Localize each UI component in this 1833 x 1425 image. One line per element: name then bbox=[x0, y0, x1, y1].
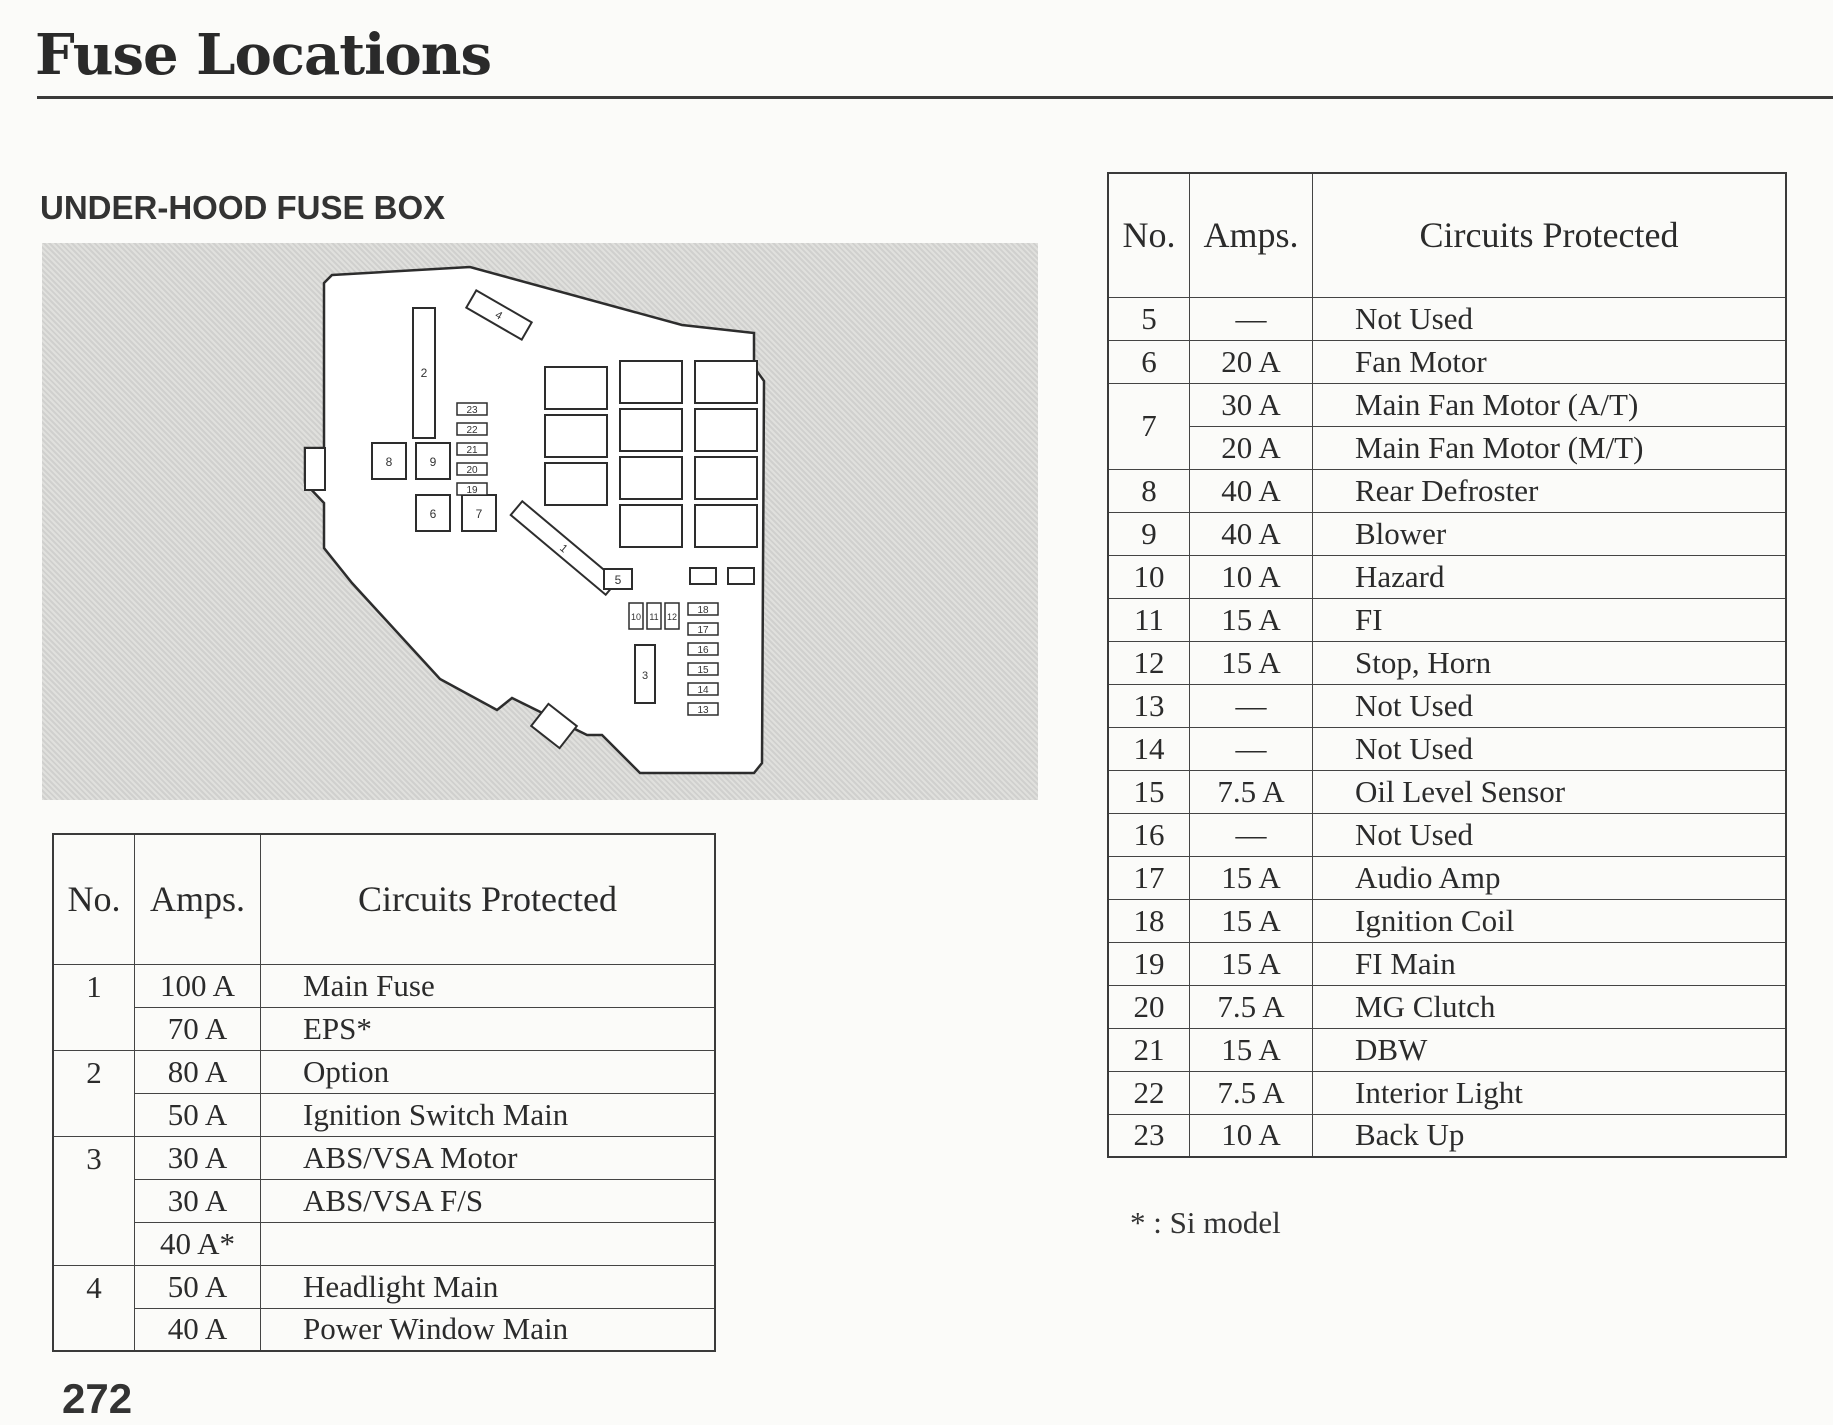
fuse-circuit: ABS/VSA Motor bbox=[261, 1136, 716, 1179]
fuse-amps: 40 A* bbox=[135, 1222, 261, 1265]
fuse-label-12: 12 bbox=[666, 612, 678, 622]
table-row bbox=[1108, 684, 1786, 727]
table-header-row bbox=[53, 834, 715, 964]
fuse-number: 5 bbox=[1108, 297, 1190, 340]
fuse-label-13: 13 bbox=[697, 705, 709, 716]
fuse-circuit: EPS* bbox=[261, 1007, 716, 1050]
fuse-circuit: Main Fuse bbox=[261, 964, 716, 1007]
fuse-label-7: 7 bbox=[475, 507, 483, 521]
table-row bbox=[1108, 1071, 1786, 1114]
table-header-row bbox=[1108, 173, 1786, 297]
table-row bbox=[53, 1179, 715, 1222]
fuse-label-23: 23 bbox=[466, 405, 478, 416]
fuse-amps: 100 A bbox=[135, 964, 261, 1007]
table-row bbox=[1108, 469, 1786, 512]
fuse-number: 3 bbox=[53, 1136, 135, 1265]
table-row bbox=[1108, 942, 1786, 985]
table-row bbox=[1108, 512, 1786, 555]
fuse-circuit: Ignition Switch Main bbox=[261, 1093, 716, 1136]
page-title: Fuse Locations bbox=[35, 22, 491, 88]
fuse-label-15: 15 bbox=[697, 665, 709, 676]
fuse-amps: 15 A bbox=[1190, 598, 1313, 641]
fuse-circuit: Oil Level Sensor bbox=[1313, 770, 1787, 813]
fuse-label-19: 19 bbox=[466, 485, 478, 496]
fuse-number: 22 bbox=[1108, 1071, 1190, 1114]
table-row bbox=[1108, 856, 1786, 899]
fuse-label-18: 18 bbox=[697, 605, 709, 616]
fuse-label-17: 17 bbox=[697, 625, 709, 636]
header-amps: Amps. bbox=[135, 834, 261, 964]
fuse-number: 15 bbox=[1108, 770, 1190, 813]
table-row bbox=[1108, 383, 1786, 426]
fuse-amps: 70 A bbox=[135, 1007, 261, 1050]
table-row bbox=[1108, 641, 1786, 684]
fuse-table-small bbox=[1107, 172, 1787, 1158]
fuse-circuit: Fan Motor bbox=[1313, 340, 1787, 383]
fuse-label-8: 8 bbox=[385, 455, 393, 469]
fuse-amps: 30 A bbox=[135, 1136, 261, 1179]
fuse-number: 4 bbox=[53, 1265, 135, 1351]
header-no: No. bbox=[1108, 173, 1190, 297]
fuse-label-3: 3 bbox=[641, 670, 649, 682]
fuse-amps: 7.5 A bbox=[1190, 770, 1313, 813]
fuse-label-9: 9 bbox=[429, 455, 437, 469]
table-row bbox=[1108, 426, 1786, 469]
table-row bbox=[1108, 770, 1786, 813]
fuse-circuit: Back Up bbox=[1313, 1114, 1787, 1157]
table-row bbox=[1108, 985, 1786, 1028]
table-row bbox=[1108, 555, 1786, 598]
fuse-label-5: 5 bbox=[614, 573, 622, 587]
fuse-number: 14 bbox=[1108, 727, 1190, 770]
fuse-amps: 40 A bbox=[135, 1308, 261, 1351]
fuse-number: 11 bbox=[1108, 598, 1190, 641]
fuse-label-1: 1 bbox=[557, 542, 570, 556]
fuse-circuit: Power Window Main bbox=[261, 1308, 716, 1351]
table-row bbox=[53, 964, 715, 1007]
fuse-number: 6 bbox=[1108, 340, 1190, 383]
fuse-label-16: 16 bbox=[697, 645, 709, 656]
table-row bbox=[1108, 813, 1786, 856]
fuse-number: 19 bbox=[1108, 942, 1190, 985]
fuse-number: 10 bbox=[1108, 555, 1190, 598]
table-row bbox=[53, 1007, 715, 1050]
fuse-circuit: Main Fan Motor (A/T) bbox=[1313, 383, 1787, 426]
fuse-label-6: 6 bbox=[429, 507, 437, 521]
fuse-amps: 15 A bbox=[1190, 856, 1313, 899]
fuse-amps: — bbox=[1190, 297, 1313, 340]
table-row bbox=[1108, 297, 1786, 340]
table-row bbox=[1108, 1114, 1786, 1157]
fuse-box-drawing bbox=[42, 243, 1038, 800]
fuse-circuit: DBW bbox=[1313, 1028, 1787, 1071]
table-row bbox=[1108, 899, 1786, 942]
footnote: * : Si model bbox=[1130, 1205, 1281, 1240]
table-row bbox=[1108, 340, 1786, 383]
fuse-amps: 7.5 A bbox=[1190, 985, 1313, 1028]
section-heading: UNDER-HOOD FUSE BOX bbox=[40, 189, 446, 226]
fuse-circuit: MG Clutch bbox=[1313, 985, 1787, 1028]
fuse-circuit: Not Used bbox=[1313, 297, 1787, 340]
header-circuits: Circuits Protected bbox=[261, 834, 716, 964]
fuse-circuit: Audio Amp bbox=[1313, 856, 1787, 899]
fuse-circuit: Option bbox=[261, 1050, 716, 1093]
fuse-circuit: Interior Light bbox=[1313, 1071, 1787, 1114]
fuse-circuit: Rear Defroster bbox=[1313, 469, 1787, 512]
fuse-number: 2 bbox=[53, 1050, 135, 1136]
fuse-amps: 10 A bbox=[1190, 1114, 1313, 1157]
table-row bbox=[53, 1308, 715, 1351]
title-divider bbox=[37, 96, 1833, 99]
table-row bbox=[53, 1093, 715, 1136]
table-row bbox=[53, 1222, 715, 1265]
fuse-circuit: ABS/VSA F/S bbox=[261, 1179, 716, 1222]
fuse-amps: 80 A bbox=[135, 1050, 261, 1093]
fuse-amps: 15 A bbox=[1190, 641, 1313, 684]
fuse-circuit bbox=[261, 1222, 716, 1265]
fuse-number: 12 bbox=[1108, 641, 1190, 684]
fuse-circuit: FI bbox=[1313, 598, 1787, 641]
fuse-number: 16 bbox=[1108, 813, 1190, 856]
fuse-table-large bbox=[52, 833, 716, 1352]
fuse-amps: 10 A bbox=[1190, 555, 1313, 598]
header-no: No. bbox=[53, 834, 135, 964]
fuse-amps: — bbox=[1190, 727, 1313, 770]
fuse-label-21: 21 bbox=[466, 445, 478, 456]
fuse-circuit: FI Main bbox=[1313, 942, 1787, 985]
fuse-amps: 40 A bbox=[1190, 469, 1313, 512]
fuse-circuit: Not Used bbox=[1313, 813, 1787, 856]
fuse-number: 7 bbox=[1108, 383, 1190, 469]
fuse-circuit: Ignition Coil bbox=[1313, 899, 1787, 942]
fuse-circuit: Not Used bbox=[1313, 684, 1787, 727]
fuse-label-14: 14 bbox=[697, 685, 709, 696]
fuse-number: 9 bbox=[1108, 512, 1190, 555]
fuse-circuit: Hazard bbox=[1313, 555, 1787, 598]
fuse-amps: — bbox=[1190, 684, 1313, 727]
fuse-amps: — bbox=[1190, 813, 1313, 856]
fuse-label-11: 11 bbox=[649, 612, 659, 622]
side-connector bbox=[305, 448, 325, 490]
table-row bbox=[53, 1050, 715, 1093]
table-row bbox=[53, 1265, 715, 1308]
fuse-number: 21 bbox=[1108, 1028, 1190, 1071]
fuse-amps: 15 A bbox=[1190, 899, 1313, 942]
fuse-amps: 15 A bbox=[1190, 942, 1313, 985]
fuse-circuit: Blower bbox=[1313, 512, 1787, 555]
fuse-amps: 40 A bbox=[1190, 512, 1313, 555]
fuse-amps: 50 A bbox=[135, 1265, 261, 1308]
fuse-circuit: Headlight Main bbox=[261, 1265, 716, 1308]
fuse-label-22: 22 bbox=[466, 425, 478, 436]
fuse-circuit: Stop, Horn bbox=[1313, 641, 1787, 684]
fuse-label-2: 2 bbox=[420, 366, 428, 380]
fuse-label-20: 20 bbox=[466, 465, 478, 476]
fuse-number: 18 bbox=[1108, 899, 1190, 942]
fuse-amps: 20 A bbox=[1190, 340, 1313, 383]
table-row bbox=[53, 1136, 715, 1179]
fuse-amps: 30 A bbox=[1190, 383, 1313, 426]
fuse-amps: 20 A bbox=[1190, 426, 1313, 469]
fuse-number: 23 bbox=[1108, 1114, 1190, 1157]
page-number: 272 bbox=[62, 1375, 133, 1422]
table-row bbox=[1108, 1028, 1786, 1071]
fuse-number: 8 bbox=[1108, 469, 1190, 512]
fuse-amps: 30 A bbox=[135, 1179, 261, 1222]
fuse-circuit: Not Used bbox=[1313, 727, 1787, 770]
fuse-label-4: 4 bbox=[492, 309, 505, 323]
fuse-label-10: 10 bbox=[630, 612, 642, 622]
header-circuits: Circuits Protected bbox=[1313, 173, 1787, 297]
fuse-amps: 50 A bbox=[135, 1093, 261, 1136]
table-row bbox=[1108, 598, 1786, 641]
fuse-amps: 15 A bbox=[1190, 1028, 1313, 1071]
fuse-box-diagram bbox=[42, 243, 1038, 800]
fuse-number: 13 bbox=[1108, 684, 1190, 727]
fuse-number: 1 bbox=[53, 964, 135, 1050]
fuse-number: 17 bbox=[1108, 856, 1190, 899]
fuse-circuit: Main Fan Motor (M/T) bbox=[1313, 426, 1787, 469]
table-row bbox=[1108, 727, 1786, 770]
fuse-amps: 7.5 A bbox=[1190, 1071, 1313, 1114]
fuse-number: 20 bbox=[1108, 985, 1190, 1028]
header-amps: Amps. bbox=[1190, 173, 1313, 297]
